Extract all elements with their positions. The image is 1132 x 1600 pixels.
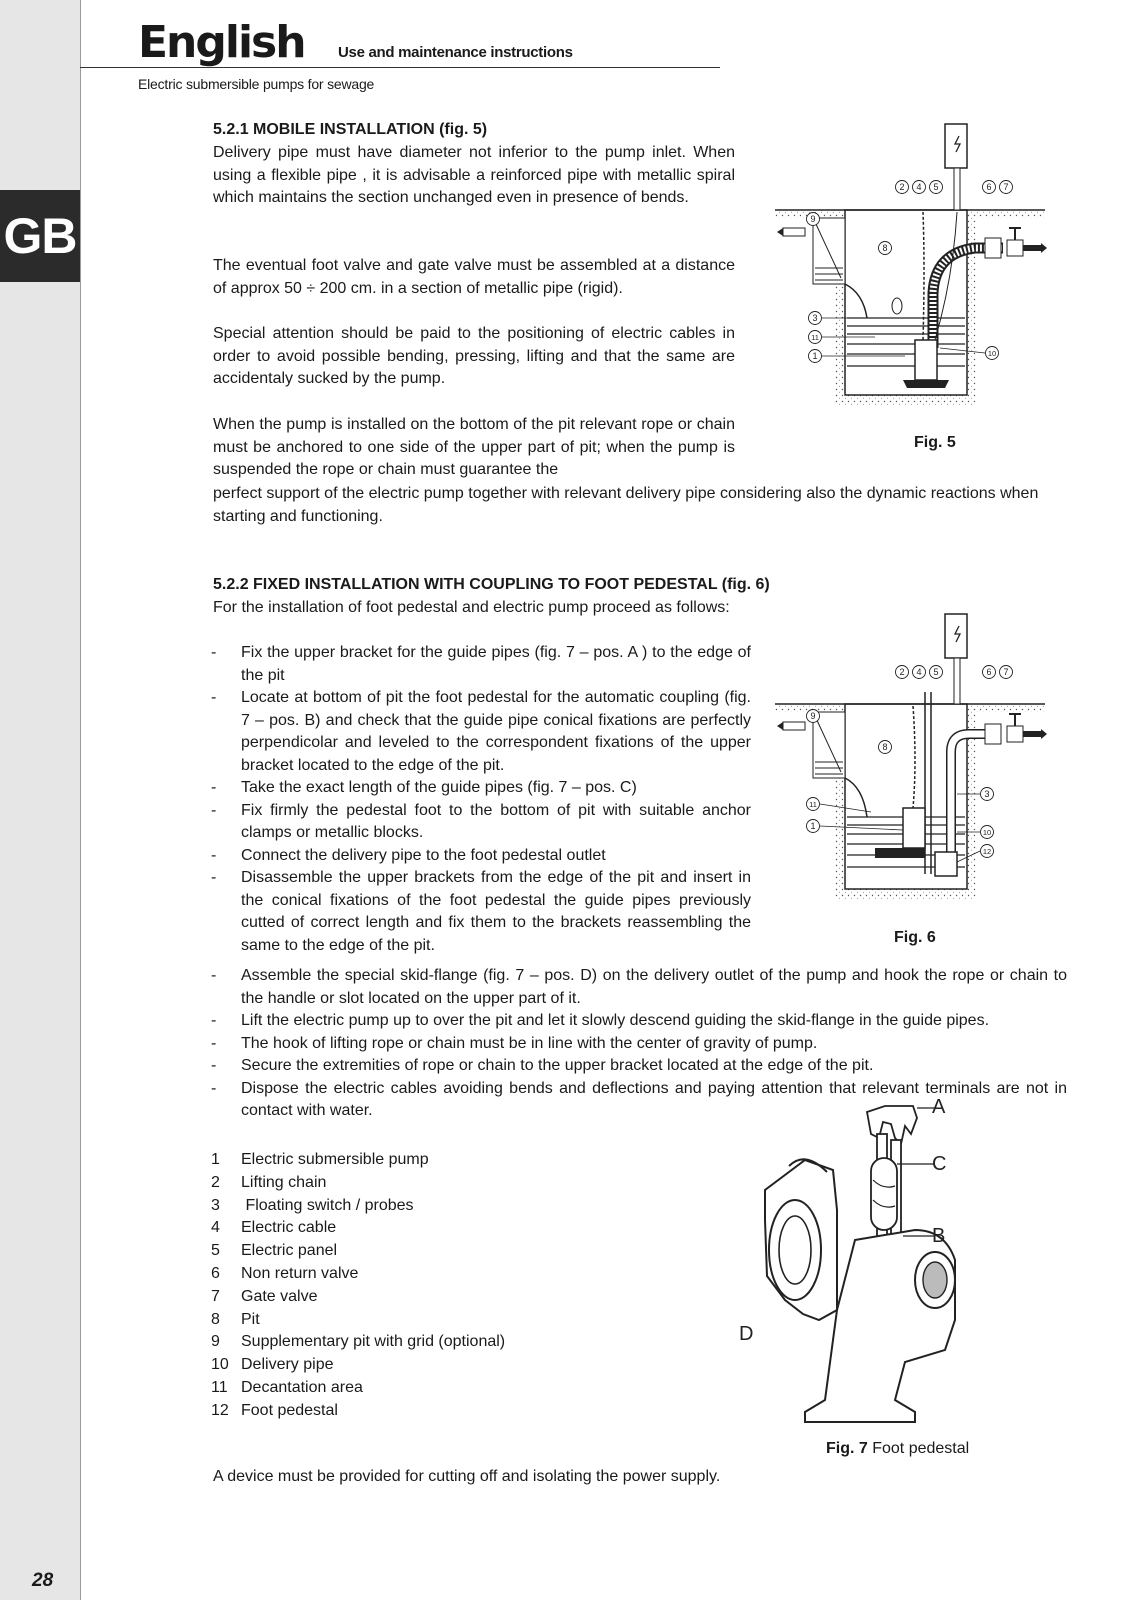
footer-note: A device must be provided for cutting off and isolating the power supply. — [213, 1468, 721, 1485]
fig6-callout: 7 — [1003, 667, 1009, 677]
fig6-callout: 12 — [982, 847, 992, 856]
list-item: 5 Electric panel — [211, 1242, 338, 1260]
fig6-callout: 3 — [984, 789, 990, 799]
list-item: - Fix the upper bracket for the guide pipes (fig. 7 – pos. A ) to the edge of the pit — [211, 642, 751, 687]
list-item: - Locate at bottom of pit the foot pedestal for the automatic coupling (fig. 7 – pos. B) and check that the guide pipe conical fixations are perfectly perpendicolar and leveled to the correspondent fixations of the upper bracket located to the edge of the pit. — [211, 687, 751, 777]
fig5-callout: 9 — [810, 214, 816, 224]
fig7-label-b: B — [932, 1225, 946, 1247]
list-item: - Dispose the electric cables avoiding bends and deflections and paying attention that relevant terminals are not in contact with water. — [211, 1078, 1067, 1123]
component-legend — [211, 1149, 505, 1423]
fig5-callout: 2 — [899, 182, 905, 192]
list-item: - Assemble the special skid-flange (fig. 7 – pos. D) on the delivery outlet of the pump and hook the rope or chain to the handle or slot located on the upper part of it. — [211, 965, 1067, 1010]
section-521-heading: 5.2.1 MOBILE INSTALLATION (fig. 5) — [213, 121, 488, 138]
list-item: - Fix firmly the pedestal foot to the bottom of pit with suitable anchor clamps or metallic blocks. — [211, 800, 751, 845]
list-item: 3 Floating switch / probes — [211, 1196, 414, 1214]
fig6-caption: Fig. 6 — [894, 929, 936, 946]
list-item: 4 Electric cable — [211, 1219, 337, 1237]
header-title: English — [138, 17, 305, 68]
list-item: 8 Pit — [211, 1310, 260, 1328]
fig5-caption: Fig. 5 — [914, 434, 956, 451]
list-item: 6 Non return valve — [211, 1264, 359, 1282]
header-rule — [80, 67, 720, 68]
list-item: - The hook of lifting rope or chain must be in line with the center of gravity of pump. — [211, 1033, 1067, 1056]
fig7-label-c: C — [932, 1153, 947, 1175]
fig5-callout: 8 — [882, 243, 888, 253]
list-item: 9 Supplementary pit with grid (optional) — [211, 1333, 506, 1351]
installation-steps-narrow — [211, 642, 751, 957]
fig5-callout: 3 — [812, 313, 818, 323]
fig6-callout: 6 — [986, 667, 992, 677]
fig7-label-d: D — [739, 1323, 754, 1345]
fig7-label-a: A — [932, 1096, 946, 1118]
fig6-callout: 10 — [982, 828, 992, 837]
list-item: 7 Gate valve — [211, 1287, 318, 1305]
section-521-paragraph-4a: When the pump is installed on the bottom of the pit relevant rope or chain must be anchored to one side of the upper part of pit; when the pump is suspended the rope or chain must guarantee the — [213, 416, 735, 478]
list-item: - Take the exact length of the guide pipes (fig. 7 – pos. C) — [211, 777, 751, 800]
list-item: - Connect the delivery pipe to the foot pedestal outlet — [211, 845, 751, 868]
fig5-callout: 11 — [811, 333, 819, 342]
header-subtitle: Use and maintenance instructions — [338, 44, 573, 61]
fig5-callout: 5 — [933, 182, 939, 192]
section-522-heading: 5.2.2 FIXED INSTALLATION WITH COUPLING TO FOOT PEDESTAL (fig. 6) — [213, 576, 770, 593]
fig5-callout: 4 — [916, 182, 922, 192]
section-521-paragraph-3: Special attention should be paid to the positioning of electric cables in order to avoid possible bending, pressing, lifting and that the same are accidentaly sucked by the pump. — [213, 325, 735, 387]
fig6-callout: 9 — [810, 711, 816, 721]
fig5-installation-diagram — [775, 118, 1075, 418]
fig6-callout: 1 — [810, 821, 816, 831]
fig7-caption: Fig. 7 Foot pedestal — [826, 1440, 970, 1457]
fig6-callout: 2 — [899, 667, 905, 677]
fig7-foot-pedestal-drawing — [739, 1096, 995, 1430]
list-item: - Secure the extremities of rope or chain to the upper bracket located at the edge of the pit. — [211, 1055, 1067, 1078]
fig5-callout: 6 — [986, 182, 992, 192]
fig6-callout: 8 — [882, 742, 888, 752]
list-item: - Lift the electric pump up to over the pit and let it slowly descend guiding the skid-flange in the guide pipes. — [211, 1010, 1067, 1033]
language-tab: GB — [0, 190, 80, 282]
list-item: 10 Delivery pipe — [211, 1356, 334, 1374]
header-tagline: Electric submersible pumps for sewage — [138, 76, 375, 92]
fig6-installation-diagram — [775, 612, 1075, 912]
section-521-paragraph-4b: perfect support of the electric pump together with relevant delivery pipe considering also the dynamic reactions when starting and functioning. — [213, 485, 1039, 525]
fig5-callout: 10 — [987, 349, 997, 358]
fig6-callout: 11 — [809, 800, 817, 809]
list-item: - Disassemble the upper brackets from the edge of the pit and insert in the conical fixations of the foot pedestal the guide pipes previously cutted of correct length and fix them to the brackets reassembling the same to the edge of the pit. — [211, 867, 751, 957]
fig5-callout: 7 — [1003, 182, 1009, 192]
page-number: 28 — [32, 1570, 54, 1591]
section-522-intro: For the installation of foot pedestal and electric pump proceed as follows: — [213, 599, 730, 616]
section-521-paragraph-1: Delivery pipe must have diameter not inferior to the pump inlet. When using a flexible pipe , it is advisable a reinforced pipe with metallic spiral which maintains the section unchanged even in presence of bends. — [213, 144, 735, 206]
list-item: 1 Electric submersible pump — [211, 1151, 429, 1168]
list-item: 2 Lifting chain — [211, 1173, 327, 1191]
fig6-callout: 5 — [933, 667, 939, 677]
list-item: 11 Decantation area — [211, 1378, 363, 1396]
fig5-callout: 1 — [812, 351, 818, 361]
list-item: 12 Foot pedestal — [211, 1401, 338, 1419]
section-521-paragraph-2: The eventual foot valve and gate valve must be assembled at a distance of approx 50 ÷ 200 cm. in a section of metallic pipe (rigid). — [213, 257, 735, 297]
fig6-callout: 4 — [916, 667, 922, 677]
